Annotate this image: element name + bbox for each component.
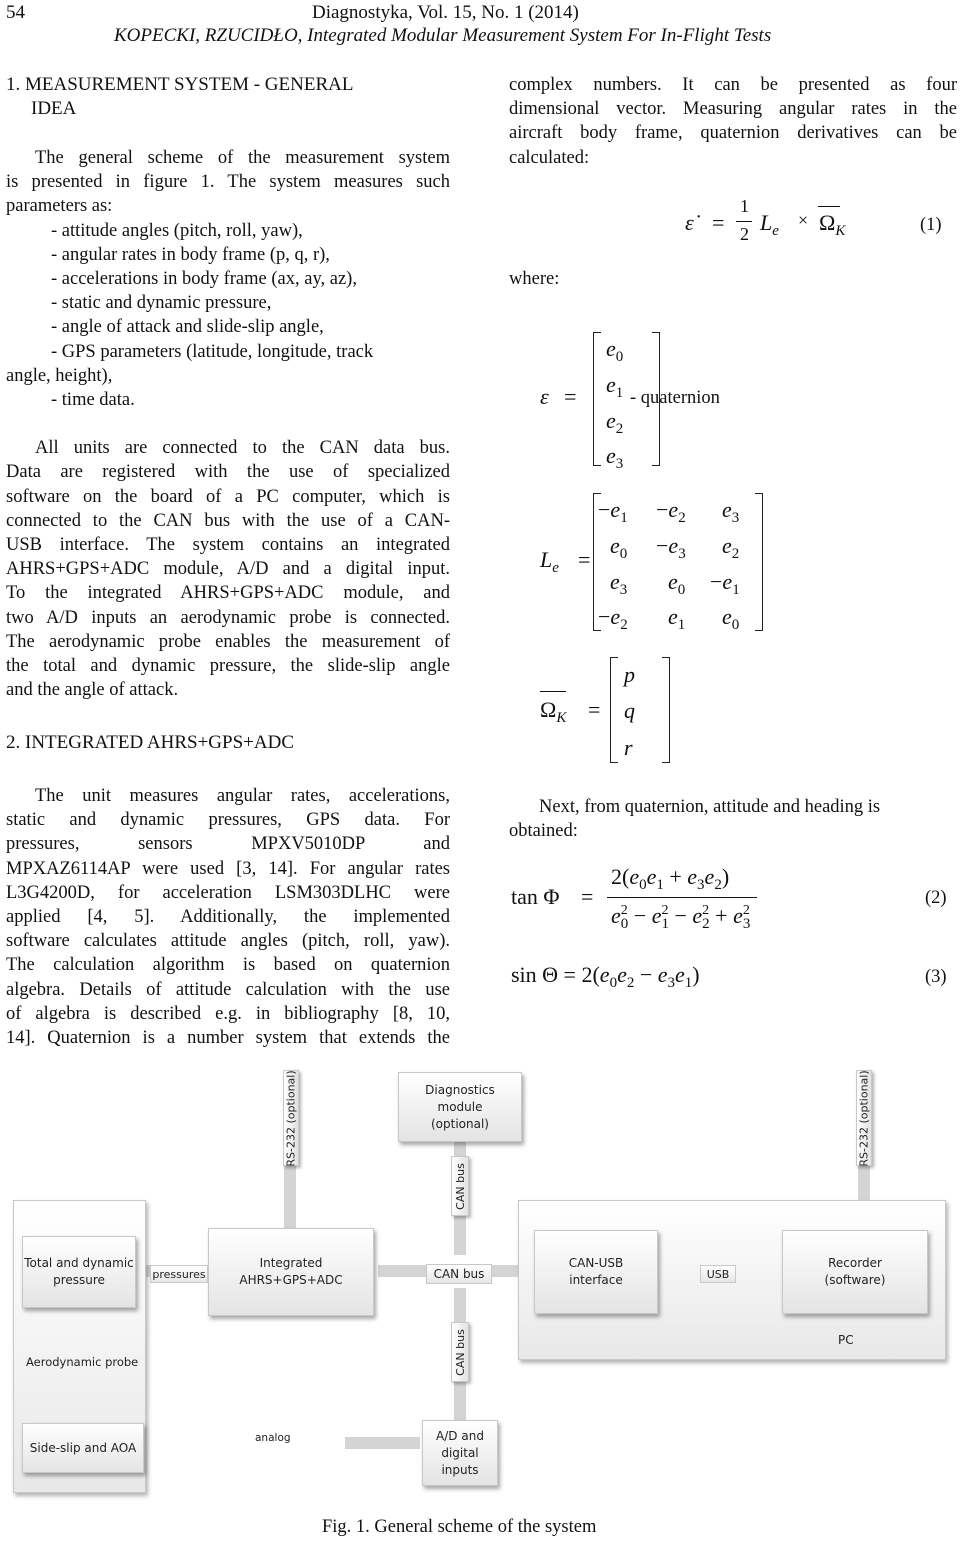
analog-label: analog (255, 1432, 291, 1444)
where-label: where: (509, 269, 560, 289)
list-item: - static and dynamic pressure, (51, 293, 272, 314)
pc-label: PC (838, 1333, 854, 1347)
equation-1-number: (1) (920, 215, 942, 235)
total-dynamic-pressure-box: Total and dynamic pressure (22, 1236, 136, 1308)
ad-digital-inputs-box: A/D and digital inputs (422, 1420, 498, 1486)
pressures-label: pressures (150, 1265, 208, 1283)
integrated-ahrs-box: Integrated AHRS+GPS+ADC (208, 1228, 374, 1316)
le-matrix: $L_e$ = $-e_1$ $-e_2$ $e_3$ $e_0$ $-e_3$ $e_2$ $e_3$ $e_0$ $-e_1$ $-e_2$ $e_1$ $e_0$ (540, 490, 780, 635)
list-item: - GPS parameters (latitude, longitude, track (51, 341, 374, 362)
quaternion-vector: ε = $e_0$ $e_1$ $e_2$ $e_3$ (540, 330, 760, 470)
equation-1: ε̇ = 1 2 $L_e$ × $\Omega_K$ (685, 196, 846, 244)
can-bus-top-label: CAN bus (451, 1156, 469, 1216)
list-item: - accelerations in body frame (ax, ay, az), (51, 269, 357, 290)
equation-2-number: (2) (925, 888, 947, 908)
aero-probe-label: Aerodynamic probe (26, 1355, 139, 1369)
equation-3: $\sin \Theta = 2(e_0e_2 - e_3e_1)$ (511, 962, 700, 991)
quaternion-label: - quaternion (630, 388, 720, 408)
section1-body: The general scheme of the measurement system is presented in figure 1. The system measures such parameters as: - attitude angles (pitch, roll, yaw), - angular rates in body frame (p, q, r), - accelerations in body frame (ax, ay, az), - static and dynamic pressure, - angle of attack and slide-slip angle, - GPS parameters (latitude, longitude, track angle, height), - time data. All units are connected to the CAN data bus. Data are registered with the use of specialized software on the board of a PC computer, which is connected to the CAN bus with the use of a CAN- USB interface. The system contains an integrated AHRS+GPS+ADC module, A/D and a digital input. To the integrated AHRS+GPS+ADC module, and two A/D inputs an aerodynamic probe is connected. The aerodynamic probe enables the measurement of the total and dynamic pressure, the slide-slip angle and the angle of attack. (6, 148, 450, 701)
can-usb-interface-box: CAN-USB interface (534, 1230, 658, 1314)
right-paragraph: complex numbers. It can be presented as four dimensional vector. Measuring angular rates in the aircraft body frame, quaternion derivatives can be calculated: (509, 75, 957, 168)
section2-body: The unit measures angular rates, accelerations, static and dynamic pressures, GPS data. For pressures, sensors MPXV5010DP and MPXAZ6114AP were used [3, 14]. For angular rates L3G4200D, for acceleration LSM303DLHC were applied [4, 5]. Additionally, the implemented software calculates attitude angles (pitch, roll, yaw). The calculation algorithm is based on quaternion algebra. Details of attitude calculation with the use of algebra is described e.g. in bibliography [8, 10, 14]. Quaternion is a number system that extends the (6, 786, 450, 1049)
rs232-right-label: RS-232 (optional) (857, 1069, 871, 1167)
running-title: KOPECKI, RZUCIDŁO, Integrated Modular Measurement System For In-Flight Tests (114, 25, 772, 46)
next-paragraph: Next, from quaternion, attitude and heading is obtained: (509, 797, 881, 842)
page-number: 54 (6, 2, 25, 23)
diagnostics-module-box: Diagnostics module (optional) (398, 1072, 522, 1142)
section1-title: 1. MEASUREMENT SYSTEM - GENERAL IDEA (6, 74, 354, 119)
list-item: - time data. (51, 390, 135, 411)
list-item: - angle of attack and slide-slip angle, (51, 317, 324, 338)
section2-title: 2. INTEGRATED AHRS+GPS+ADC (6, 732, 294, 753)
side-slip-aoa-box: Side-slip and AOA (22, 1423, 144, 1473)
equation-2: tan Φ = $2(e_0e_1 + e_3e_2)$ $e^2_0 - e^2_1 - e^2_2 + e^2_3$ (511, 860, 811, 940)
list-item: - angular rates in body frame (p, q, r), (51, 244, 330, 265)
system-diagram (0, 1060, 960, 1510)
can-bus-bottom-label: CAN bus (451, 1322, 469, 1382)
equation-3-number: (3) (925, 967, 947, 987)
recorder-box: Recorder (software) (782, 1230, 928, 1314)
usb-label: USB (700, 1265, 736, 1283)
list-item: - attitude angles (pitch, roll, yaw), (51, 220, 303, 241)
journal-title: Diagnostyka, Vol. 15, No. 1 (2014) (312, 2, 579, 23)
omega-vector: $\Omega_K$ = p q r (540, 655, 700, 765)
figure-caption: Fig. 1. General scheme of the system (322, 1517, 597, 1537)
can-bus-mid-label: CAN bus (426, 1264, 492, 1284)
rs232-left-label: RS-232 (optional) (284, 1069, 298, 1167)
paragraph: All units are connected to the CAN data bus. Data are registered with the use of specialized software on the board of a PC computer, which is connected to the CAN bus with the use of a CAN- USB interface. The system contains an integrated AHRS+GPS+ADC module, A/D and a digital input. To the integrated AHRS+GPS+ADC module, and two A/D inputs an aerodynamic probe is connected. The aerodynamic probe enables the measurement of the total and dynamic pressure, the slide-slip angle (6, 438, 450, 677)
